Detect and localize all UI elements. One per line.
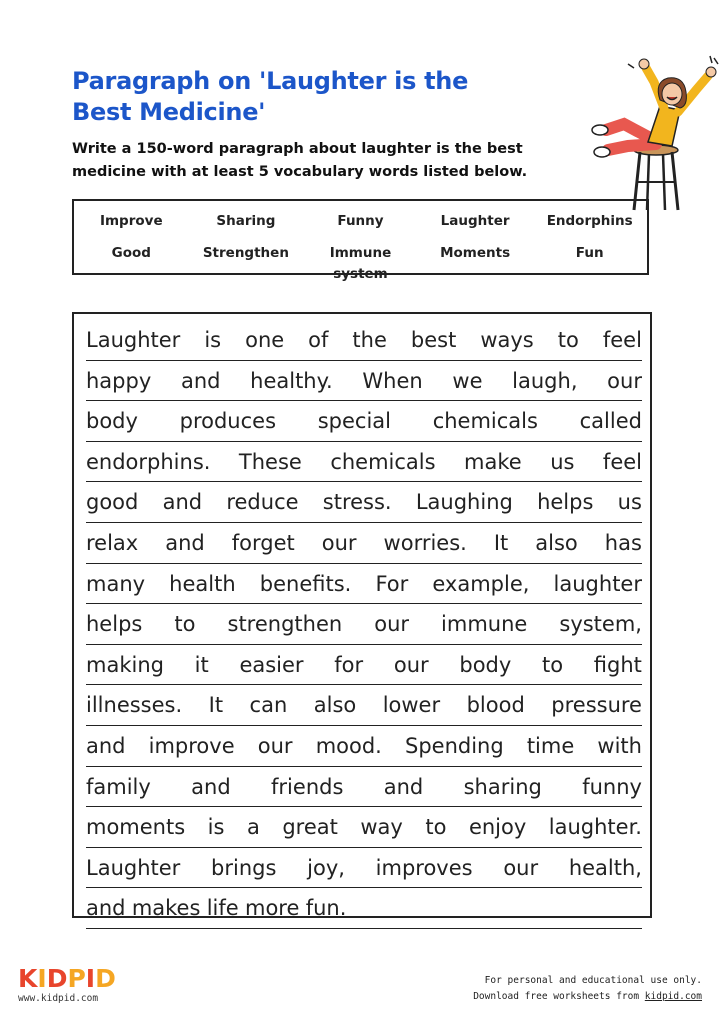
girl-laughing-on-stool-illustration <box>584 54 720 214</box>
vocab-word: Immune system <box>329 245 392 282</box>
paragraph-word: our <box>607 368 642 393</box>
logo-letter: D <box>46 964 68 993</box>
vocab-word: Good <box>111 245 151 261</box>
footer-prefix: Download free worksheets from <box>473 991 645 1002</box>
paragraph-word: feel <box>602 328 642 352</box>
paragraph-word: to <box>542 652 564 677</box>
paragraph-word: fight <box>593 652 642 677</box>
paragraph-word: and <box>86 733 126 758</box>
paragraph-line <box>86 726 642 767</box>
kidpid-logo <box>18 966 118 1006</box>
paragraph-word: us <box>617 490 642 515</box>
footer-notice <box>382 973 702 1005</box>
paragraph-word: time <box>526 733 575 758</box>
vocab-word: Endorphins <box>546 213 633 229</box>
paragraph-line <box>86 482 642 523</box>
paragraph-word: laugh, <box>512 368 578 393</box>
paragraph-word: the <box>352 328 387 352</box>
paragraph-word: produces <box>179 409 277 434</box>
paragraph-word: reduce <box>226 490 299 515</box>
paragraph-word: fun. <box>305 896 347 921</box>
paragraph-word: improve <box>148 733 235 758</box>
paragraph-word: improves <box>375 855 473 880</box>
paragraph-word: we <box>452 368 483 393</box>
paragraph-line <box>86 442 642 483</box>
logo-letter: D <box>95 964 116 993</box>
paragraph-word: feel <box>602 449 642 474</box>
vocab-word: Improve <box>99 213 163 229</box>
footer-line-1: For personal and educational use only. <box>484 975 702 986</box>
paragraph-word: good <box>86 490 139 515</box>
paragraph-word: our <box>321 530 357 555</box>
paragraph-word: our <box>374 612 410 637</box>
paragraph-word: it <box>194 652 209 677</box>
paragraph-word: way <box>360 815 403 840</box>
paragraph-word: special <box>317 409 391 434</box>
vocab-word: Strengthen <box>202 245 289 261</box>
paragraph-word: illnesses. <box>86 693 183 718</box>
paragraph-word: Laughing <box>415 490 513 515</box>
paragraph-word: and <box>165 530 205 555</box>
paragraph-word: also <box>313 693 357 718</box>
logo-url: www.kidpid.com <box>18 993 99 1004</box>
logo-letter: K <box>18 964 38 993</box>
paragraph-word: When <box>362 368 423 393</box>
paragraph-word: one <box>245 328 285 352</box>
paragraph-word: to <box>557 328 579 352</box>
vocabulary-grid <box>74 211 647 285</box>
paragraph-word: endorphins. <box>86 449 211 474</box>
paragraph-word: lower <box>382 693 441 718</box>
footer-line-2 <box>382 989 702 1005</box>
paragraph-word: with <box>597 733 642 758</box>
paragraph-word: Spending <box>404 733 504 758</box>
paragraph-word: strengthen <box>227 612 343 637</box>
paragraph-word: It <box>493 530 509 555</box>
vocab-word: Funny <box>337 213 384 229</box>
paragraph-word: is <box>207 815 225 840</box>
paragraph-line <box>86 645 642 686</box>
paragraph-line <box>86 564 642 605</box>
paragraph-word: more <box>245 896 300 921</box>
paragraph-word: It <box>208 693 224 718</box>
kidpid-link[interactable]: kidpid.com <box>644 991 702 1002</box>
paragraph-word: stress. <box>322 490 392 515</box>
paragraph-word: funny <box>582 774 642 799</box>
paragraph-word: is <box>204 328 222 352</box>
paragraph-word: life <box>206 896 239 921</box>
paragraph-word: also <box>535 530 578 555</box>
paragraph-word: relax <box>86 530 139 555</box>
paragraph-word: great <box>282 815 338 840</box>
paragraph-word: make <box>464 449 522 474</box>
paragraph-word: brings <box>211 855 277 880</box>
paragraph-word: and <box>86 896 126 921</box>
paragraph-word: many <box>86 571 146 596</box>
paragraph-word: to <box>425 815 447 840</box>
logo-letter: P <box>67 964 86 993</box>
paragraph-lines <box>86 320 642 929</box>
paragraph-word: us <box>550 449 575 474</box>
paragraph-word: family <box>86 774 151 799</box>
paragraph-word: example, <box>432 571 530 596</box>
paragraph-word: friends <box>271 774 344 799</box>
paragraph-word: makes <box>131 896 201 921</box>
paragraph-word: helps <box>537 490 594 515</box>
paragraph-word: chemicals <box>432 409 538 434</box>
paragraph-line <box>86 767 642 808</box>
logo-wordmark <box>18 966 118 992</box>
paragraph-word: Laughter <box>86 328 181 352</box>
paragraph-word: our <box>503 855 539 880</box>
paragraph-word: For <box>375 571 409 596</box>
paragraph-word: body <box>86 409 138 434</box>
paragraph-word: pressure <box>551 693 642 718</box>
worksheet-title: Paragraph on 'Laughter is the Best Medicine' <box>72 67 469 126</box>
paragraph-word: body <box>459 652 512 677</box>
paragraph-word: of <box>308 328 329 352</box>
paragraph-line <box>86 523 642 564</box>
paragraph-word: making <box>86 652 164 677</box>
vocab-word: Moments <box>440 245 511 261</box>
paragraph-word: healthy. <box>250 368 333 393</box>
paragraph-line <box>86 685 642 726</box>
paragraph-word: worries. <box>383 530 467 555</box>
paragraph-word: immune <box>441 612 528 637</box>
paragraph-word: mood. <box>315 733 382 758</box>
paragraph-line <box>86 807 642 848</box>
paragraph-word: has <box>604 530 642 555</box>
paragraph-word: sharing <box>463 774 542 799</box>
paragraph-word: health, <box>568 855 642 880</box>
paragraph-word: health <box>169 571 236 596</box>
logo-letter: I <box>85 964 96 993</box>
paragraph-word: laughter. <box>548 815 642 840</box>
paragraph-word: can <box>249 693 288 718</box>
paragraph-word: These <box>238 449 302 474</box>
paragraph-line <box>86 604 642 645</box>
paragraph-word: our <box>257 733 293 758</box>
paragraph-word: for <box>334 652 364 677</box>
paragraph-word: system, <box>559 612 642 637</box>
paragraph-line <box>86 848 642 889</box>
paragraph-word: helps <box>86 612 143 637</box>
paragraph-word: joy, <box>307 855 345 880</box>
paragraph-word: forget <box>231 530 295 555</box>
paragraph-word: best <box>410 328 457 352</box>
paragraph-word: and <box>383 774 424 799</box>
vocab-word: Fun <box>575 245 604 261</box>
paragraph-line <box>86 401 642 442</box>
paragraph-line <box>86 361 642 402</box>
vocab-word: Laughter <box>440 213 510 229</box>
paragraph-word: benefits. <box>259 571 352 596</box>
paragraph-word: and <box>162 490 203 515</box>
paragraph-box <box>72 312 652 921</box>
paragraph-word: Laughter <box>86 855 181 880</box>
paragraph-word: chemicals <box>330 449 436 474</box>
paragraph-word: happy <box>86 368 152 393</box>
paragraph-word: moments <box>86 815 186 840</box>
vocab-word: Sharing <box>216 213 276 229</box>
paragraph-word: ways <box>480 328 534 352</box>
paragraph-word: and <box>180 368 221 393</box>
vocabulary-box <box>72 199 649 282</box>
paragraph-word: blood <box>466 693 525 718</box>
instructions-text: Write a 150-word paragraph about laughter is the best medicine with at least 5 vocabulary words listed below. <box>72 141 528 180</box>
paragraph-line <box>86 888 642 929</box>
paragraph-word: a <box>246 815 260 840</box>
paragraph-word: and <box>191 774 231 799</box>
paragraph-word: called <box>579 409 642 434</box>
paragraph-word: our <box>393 652 429 677</box>
paragraph-word: enjoy <box>468 815 527 840</box>
paragraph-word: laughter <box>553 571 642 596</box>
paragraph-word: to <box>174 612 196 637</box>
logo-letter: I <box>37 964 47 993</box>
paragraph-line <box>86 320 642 361</box>
paragraph-word: easier <box>239 652 304 677</box>
